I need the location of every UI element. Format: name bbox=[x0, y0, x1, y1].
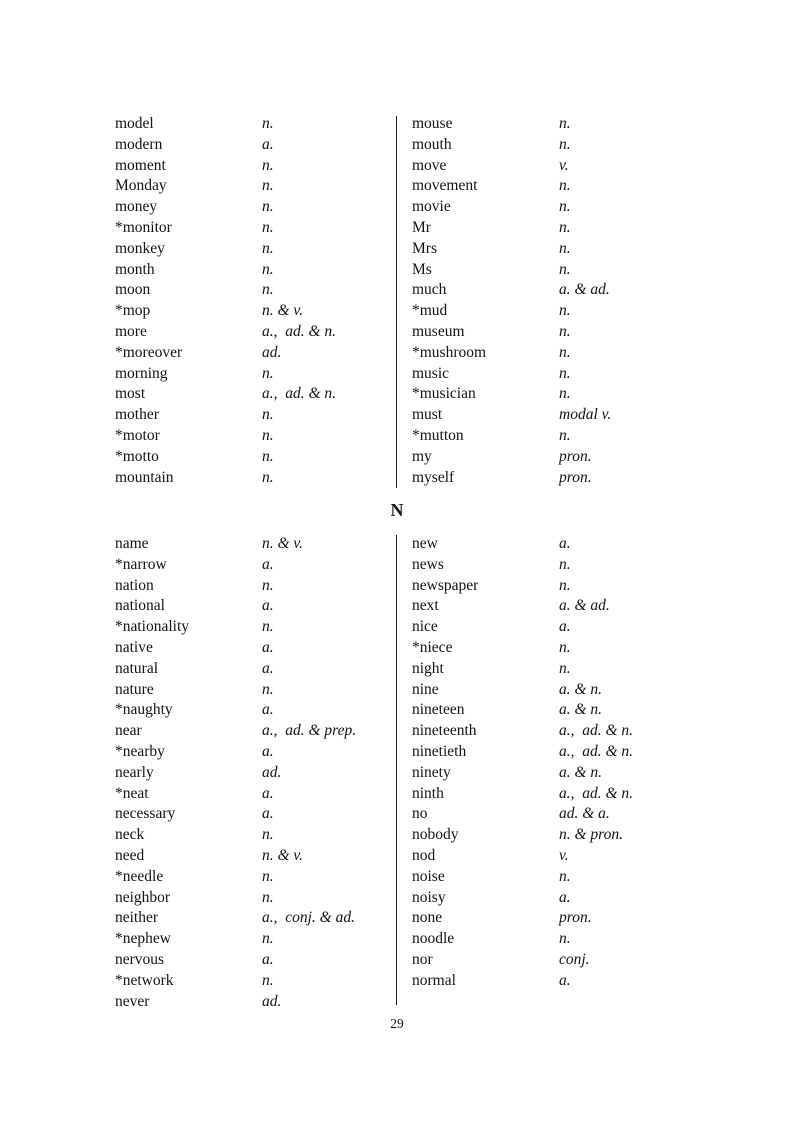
word-entry bbox=[115, 825, 393, 846]
part-of-speech: n. bbox=[559, 343, 571, 361]
part-of-speech: n. bbox=[559, 135, 571, 153]
part-of-speech: n. bbox=[262, 426, 274, 444]
part-of-speech: n. bbox=[559, 867, 571, 885]
part-of-speech: n. bbox=[559, 198, 571, 216]
word-entry bbox=[115, 763, 393, 784]
word-entry bbox=[412, 659, 712, 680]
word-entry bbox=[115, 468, 393, 489]
word-text: *musician bbox=[412, 385, 476, 403]
word-text: *mutton bbox=[412, 426, 464, 444]
word-entry bbox=[412, 950, 712, 971]
word-text: *naughty bbox=[115, 701, 173, 719]
part-of-speech: a. bbox=[262, 597, 274, 615]
word-text: nation bbox=[115, 576, 154, 594]
word-text: neither bbox=[115, 909, 159, 927]
word-text: more bbox=[115, 322, 147, 340]
word-text: *niece bbox=[412, 638, 453, 656]
word-text: native bbox=[115, 638, 153, 656]
word-text: nineteen bbox=[412, 701, 465, 719]
part-of-speech: n. & pron. bbox=[559, 826, 624, 844]
part-of-speech: a. & n. bbox=[559, 763, 603, 781]
section-n-right-column bbox=[412, 534, 712, 992]
word-entry bbox=[412, 534, 712, 555]
word-entry bbox=[412, 260, 712, 281]
word-text: *network bbox=[115, 971, 174, 989]
word-entry bbox=[412, 846, 712, 867]
word-text: *narrow bbox=[115, 555, 167, 573]
word-entry bbox=[115, 343, 393, 364]
part-of-speech: n. bbox=[559, 426, 571, 444]
word-entry bbox=[115, 156, 393, 177]
word-text: neighbor bbox=[115, 888, 171, 906]
word-entry bbox=[115, 197, 393, 218]
part-of-speech: a., ad. & n. bbox=[559, 784, 634, 802]
part-of-speech: a., ad. & n. bbox=[262, 385, 337, 403]
word-text: noodle bbox=[412, 930, 455, 948]
part-of-speech: n. bbox=[262, 156, 274, 174]
part-of-speech: n. bbox=[262, 406, 274, 424]
word-text: museum bbox=[412, 322, 465, 340]
word-entry bbox=[412, 322, 712, 343]
word-entry bbox=[412, 638, 712, 659]
part-of-speech: a., conj. & ad. bbox=[262, 909, 355, 927]
word-entry bbox=[115, 555, 393, 576]
word-entry bbox=[115, 700, 393, 721]
word-text: *mop bbox=[115, 302, 151, 320]
word-entry bbox=[412, 680, 712, 701]
word-text: name bbox=[115, 535, 149, 552]
word-entry bbox=[412, 239, 712, 260]
word-text: none bbox=[412, 909, 443, 927]
word-entry bbox=[412, 888, 712, 909]
word-text: *motor bbox=[115, 426, 160, 444]
part-of-speech: a., ad. & n. bbox=[262, 322, 337, 340]
part-of-speech: n. bbox=[262, 826, 274, 844]
word-entry bbox=[115, 596, 393, 617]
part-of-speech: n. bbox=[559, 302, 571, 320]
part-of-speech: n. bbox=[559, 576, 571, 594]
part-of-speech: v. bbox=[559, 846, 569, 864]
word-text: movement bbox=[412, 177, 478, 195]
part-of-speech: a. bbox=[262, 742, 274, 760]
word-text: national bbox=[115, 597, 165, 615]
part-of-speech: a. & n. bbox=[559, 701, 603, 719]
word-entry bbox=[115, 405, 393, 426]
word-entry bbox=[412, 742, 712, 763]
word-text: nice bbox=[412, 618, 438, 636]
word-text: *nephew bbox=[115, 930, 171, 948]
part-of-speech: a. & ad. bbox=[559, 281, 610, 299]
part-of-speech: pron. bbox=[559, 447, 592, 465]
word-entry bbox=[412, 156, 712, 177]
part-of-speech: n. bbox=[559, 115, 571, 132]
part-of-speech: a. bbox=[262, 784, 274, 802]
word-entry bbox=[412, 364, 712, 385]
part-of-speech: n. & v. bbox=[262, 846, 304, 864]
part-of-speech: a. bbox=[262, 950, 274, 968]
word-text: nine bbox=[412, 680, 439, 698]
word-entry bbox=[115, 114, 393, 135]
word-text: ninetieth bbox=[412, 742, 467, 760]
word-text: *mud bbox=[412, 302, 448, 320]
word-entry bbox=[412, 343, 712, 364]
word-entry bbox=[412, 301, 712, 322]
word-text: mouth bbox=[412, 135, 452, 153]
word-text: nature bbox=[115, 680, 154, 698]
part-of-speech: n. bbox=[559, 385, 571, 403]
word-entry bbox=[115, 447, 393, 468]
part-of-speech: pron. bbox=[559, 909, 592, 927]
word-text: Ms bbox=[412, 260, 432, 278]
word-entry bbox=[115, 908, 393, 929]
word-text: moon bbox=[115, 281, 151, 299]
word-text: much bbox=[412, 281, 447, 299]
section-m-wordlist bbox=[0, 114, 794, 489]
part-of-speech: n. bbox=[559, 322, 571, 340]
word-text: newspaper bbox=[412, 576, 479, 594]
word-text: normal bbox=[412, 971, 456, 989]
word-entry bbox=[115, 784, 393, 805]
word-text: noisy bbox=[412, 888, 446, 906]
word-text: music bbox=[412, 364, 450, 382]
word-entry bbox=[115, 804, 393, 825]
part-of-speech: n. bbox=[559, 364, 571, 382]
part-of-speech: a. & n. bbox=[559, 680, 603, 698]
word-text: moment bbox=[115, 156, 166, 174]
word-entry bbox=[115, 638, 393, 659]
word-entry bbox=[115, 322, 393, 343]
word-entry bbox=[412, 280, 712, 301]
word-entry bbox=[412, 447, 712, 468]
part-of-speech: n. bbox=[262, 364, 274, 382]
part-of-speech: n. bbox=[262, 115, 274, 132]
part-of-speech: a. bbox=[262, 659, 274, 677]
word-entry bbox=[412, 384, 712, 405]
part-of-speech: n. bbox=[262, 281, 274, 299]
part-of-speech: n. bbox=[559, 930, 571, 948]
word-text: *monitor bbox=[115, 218, 172, 236]
part-of-speech: a. bbox=[559, 888, 571, 906]
part-of-speech: a. bbox=[559, 535, 571, 552]
word-text: Mr bbox=[412, 218, 431, 236]
word-entry bbox=[115, 950, 393, 971]
part-of-speech: ad. bbox=[262, 992, 282, 1010]
word-text: nervous bbox=[115, 950, 165, 968]
column-divider-n bbox=[396, 535, 397, 1005]
part-of-speech: n. bbox=[262, 576, 274, 594]
word-text: *nearby bbox=[115, 742, 165, 760]
word-entry bbox=[412, 700, 712, 721]
part-of-speech: a. bbox=[559, 618, 571, 636]
part-of-speech: a., ad. & prep. bbox=[262, 722, 357, 740]
word-text: *neat bbox=[115, 784, 149, 802]
part-of-speech: n. bbox=[262, 198, 274, 216]
part-of-speech: n. bbox=[262, 867, 274, 885]
part-of-speech: n. bbox=[559, 177, 571, 195]
part-of-speech: modal v. bbox=[559, 406, 612, 424]
word-entry bbox=[115, 867, 393, 888]
word-text: new bbox=[412, 535, 438, 552]
word-text: myself bbox=[412, 468, 455, 486]
word-entry bbox=[412, 825, 712, 846]
part-of-speech: n. bbox=[262, 618, 274, 636]
part-of-speech: n. bbox=[262, 888, 274, 906]
word-entry bbox=[115, 135, 393, 156]
part-of-speech: a. bbox=[262, 805, 274, 823]
word-text: ninth bbox=[412, 784, 444, 802]
part-of-speech: n. bbox=[559, 239, 571, 257]
word-text: nobody bbox=[412, 826, 459, 844]
page-number: 29 bbox=[390, 1016, 404, 1031]
part-of-speech: ad. bbox=[262, 343, 282, 361]
word-entry bbox=[412, 763, 712, 784]
part-of-speech: a. & ad. bbox=[559, 597, 610, 615]
part-of-speech: a. bbox=[262, 135, 274, 153]
section-n-wordlist bbox=[0, 534, 794, 1013]
word-text: mouse bbox=[412, 115, 453, 132]
word-entry bbox=[115, 742, 393, 763]
word-entry bbox=[115, 280, 393, 301]
word-entry bbox=[115, 260, 393, 281]
word-text: *motto bbox=[115, 447, 159, 465]
part-of-speech: a. bbox=[262, 638, 274, 656]
word-entry bbox=[115, 239, 393, 260]
word-entry bbox=[115, 680, 393, 701]
word-entry bbox=[412, 218, 712, 239]
word-entry bbox=[412, 114, 712, 135]
part-of-speech: n. bbox=[262, 260, 274, 278]
section-header-n: N bbox=[390, 500, 404, 520]
word-text: monkey bbox=[115, 239, 165, 257]
word-text: money bbox=[115, 198, 158, 216]
word-entry bbox=[115, 218, 393, 239]
word-text: *needle bbox=[115, 867, 164, 885]
word-entry bbox=[115, 721, 393, 742]
word-text: must bbox=[412, 406, 443, 424]
part-of-speech: n. bbox=[262, 447, 274, 465]
word-entry bbox=[412, 468, 712, 489]
word-entry bbox=[412, 197, 712, 218]
word-entry bbox=[115, 534, 393, 555]
section-n-left-column bbox=[115, 534, 393, 1012]
word-entry bbox=[412, 555, 712, 576]
word-entry bbox=[412, 405, 712, 426]
word-text: near bbox=[115, 722, 142, 740]
part-of-speech: n. bbox=[262, 218, 274, 236]
section-m-left-column bbox=[115, 114, 393, 488]
part-of-speech: n. & v. bbox=[262, 535, 304, 552]
part-of-speech: a. bbox=[262, 701, 274, 719]
part-of-speech: n. bbox=[559, 555, 571, 573]
part-of-speech: conj. bbox=[559, 950, 590, 968]
word-text: movie bbox=[412, 198, 451, 216]
part-of-speech: n. bbox=[559, 218, 571, 236]
word-entry bbox=[412, 908, 712, 929]
word-text: ninety bbox=[412, 763, 451, 781]
word-entry bbox=[412, 721, 712, 742]
word-text: my bbox=[412, 447, 432, 465]
part-of-speech: ad. & a. bbox=[559, 805, 610, 823]
word-text: neck bbox=[115, 826, 145, 844]
word-text: *nationality bbox=[115, 618, 190, 636]
part-of-speech: a. bbox=[559, 971, 571, 989]
word-text: nod bbox=[412, 846, 436, 864]
word-text: *mushroom bbox=[412, 343, 487, 361]
word-entry bbox=[412, 804, 712, 825]
word-entry bbox=[115, 576, 393, 597]
part-of-speech: n. & v. bbox=[262, 302, 304, 320]
part-of-speech: n. bbox=[262, 468, 274, 486]
word-entry bbox=[115, 929, 393, 950]
word-text: nor bbox=[412, 950, 433, 968]
word-entry bbox=[412, 135, 712, 156]
part-of-speech: n. bbox=[262, 239, 274, 257]
word-text: mountain bbox=[115, 468, 174, 486]
word-entry bbox=[412, 426, 712, 447]
word-entry bbox=[412, 176, 712, 197]
part-of-speech: a., ad. & n. bbox=[559, 722, 634, 740]
word-text: need bbox=[115, 846, 145, 864]
word-entry bbox=[115, 971, 393, 992]
word-text: *moreover bbox=[115, 343, 183, 361]
word-text: model bbox=[115, 115, 154, 132]
part-of-speech: n. bbox=[262, 680, 274, 698]
column-divider-m bbox=[396, 116, 397, 488]
word-text: nineteenth bbox=[412, 722, 477, 740]
word-entry bbox=[115, 301, 393, 322]
word-text: news bbox=[412, 555, 444, 573]
word-text: night bbox=[412, 659, 444, 677]
word-text: month bbox=[115, 260, 155, 278]
word-text: Mrs bbox=[412, 239, 437, 257]
part-of-speech: a., ad. & n. bbox=[559, 742, 634, 760]
word-entry bbox=[115, 846, 393, 867]
word-text: mother bbox=[115, 406, 159, 424]
word-text: next bbox=[412, 597, 439, 615]
word-entry bbox=[115, 888, 393, 909]
word-entry bbox=[412, 971, 712, 992]
word-entry bbox=[115, 426, 393, 447]
word-entry bbox=[115, 617, 393, 638]
word-text: modern bbox=[115, 135, 163, 153]
word-text: Monday bbox=[115, 177, 167, 195]
part-of-speech: n. bbox=[262, 177, 274, 195]
part-of-speech: n. bbox=[262, 930, 274, 948]
word-entry bbox=[115, 992, 393, 1013]
part-of-speech: n. bbox=[559, 659, 571, 677]
word-entry bbox=[115, 364, 393, 385]
part-of-speech: pron. bbox=[559, 468, 592, 486]
word-text: never bbox=[115, 992, 150, 1010]
part-of-speech: a. bbox=[262, 555, 274, 573]
word-entry bbox=[412, 929, 712, 950]
part-of-speech: n. bbox=[559, 638, 571, 656]
word-entry bbox=[412, 576, 712, 597]
word-text: morning bbox=[115, 364, 168, 382]
word-entry bbox=[412, 617, 712, 638]
word-text: nearly bbox=[115, 763, 154, 781]
word-entry bbox=[115, 659, 393, 680]
word-entry bbox=[412, 784, 712, 805]
word-text: move bbox=[412, 156, 447, 174]
word-entry bbox=[115, 384, 393, 405]
word-entry bbox=[412, 867, 712, 888]
word-entry bbox=[412, 596, 712, 617]
word-text: natural bbox=[115, 659, 159, 677]
word-entry bbox=[115, 176, 393, 197]
part-of-speech: ad. bbox=[262, 763, 282, 781]
word-text: noise bbox=[412, 867, 445, 885]
word-text: most bbox=[115, 385, 146, 403]
part-of-speech: n. bbox=[559, 260, 571, 278]
word-text: no bbox=[412, 805, 428, 823]
part-of-speech: n. bbox=[262, 971, 274, 989]
word-text: necessary bbox=[115, 805, 176, 823]
section-m-right-column bbox=[412, 114, 712, 488]
part-of-speech: v. bbox=[559, 156, 569, 174]
